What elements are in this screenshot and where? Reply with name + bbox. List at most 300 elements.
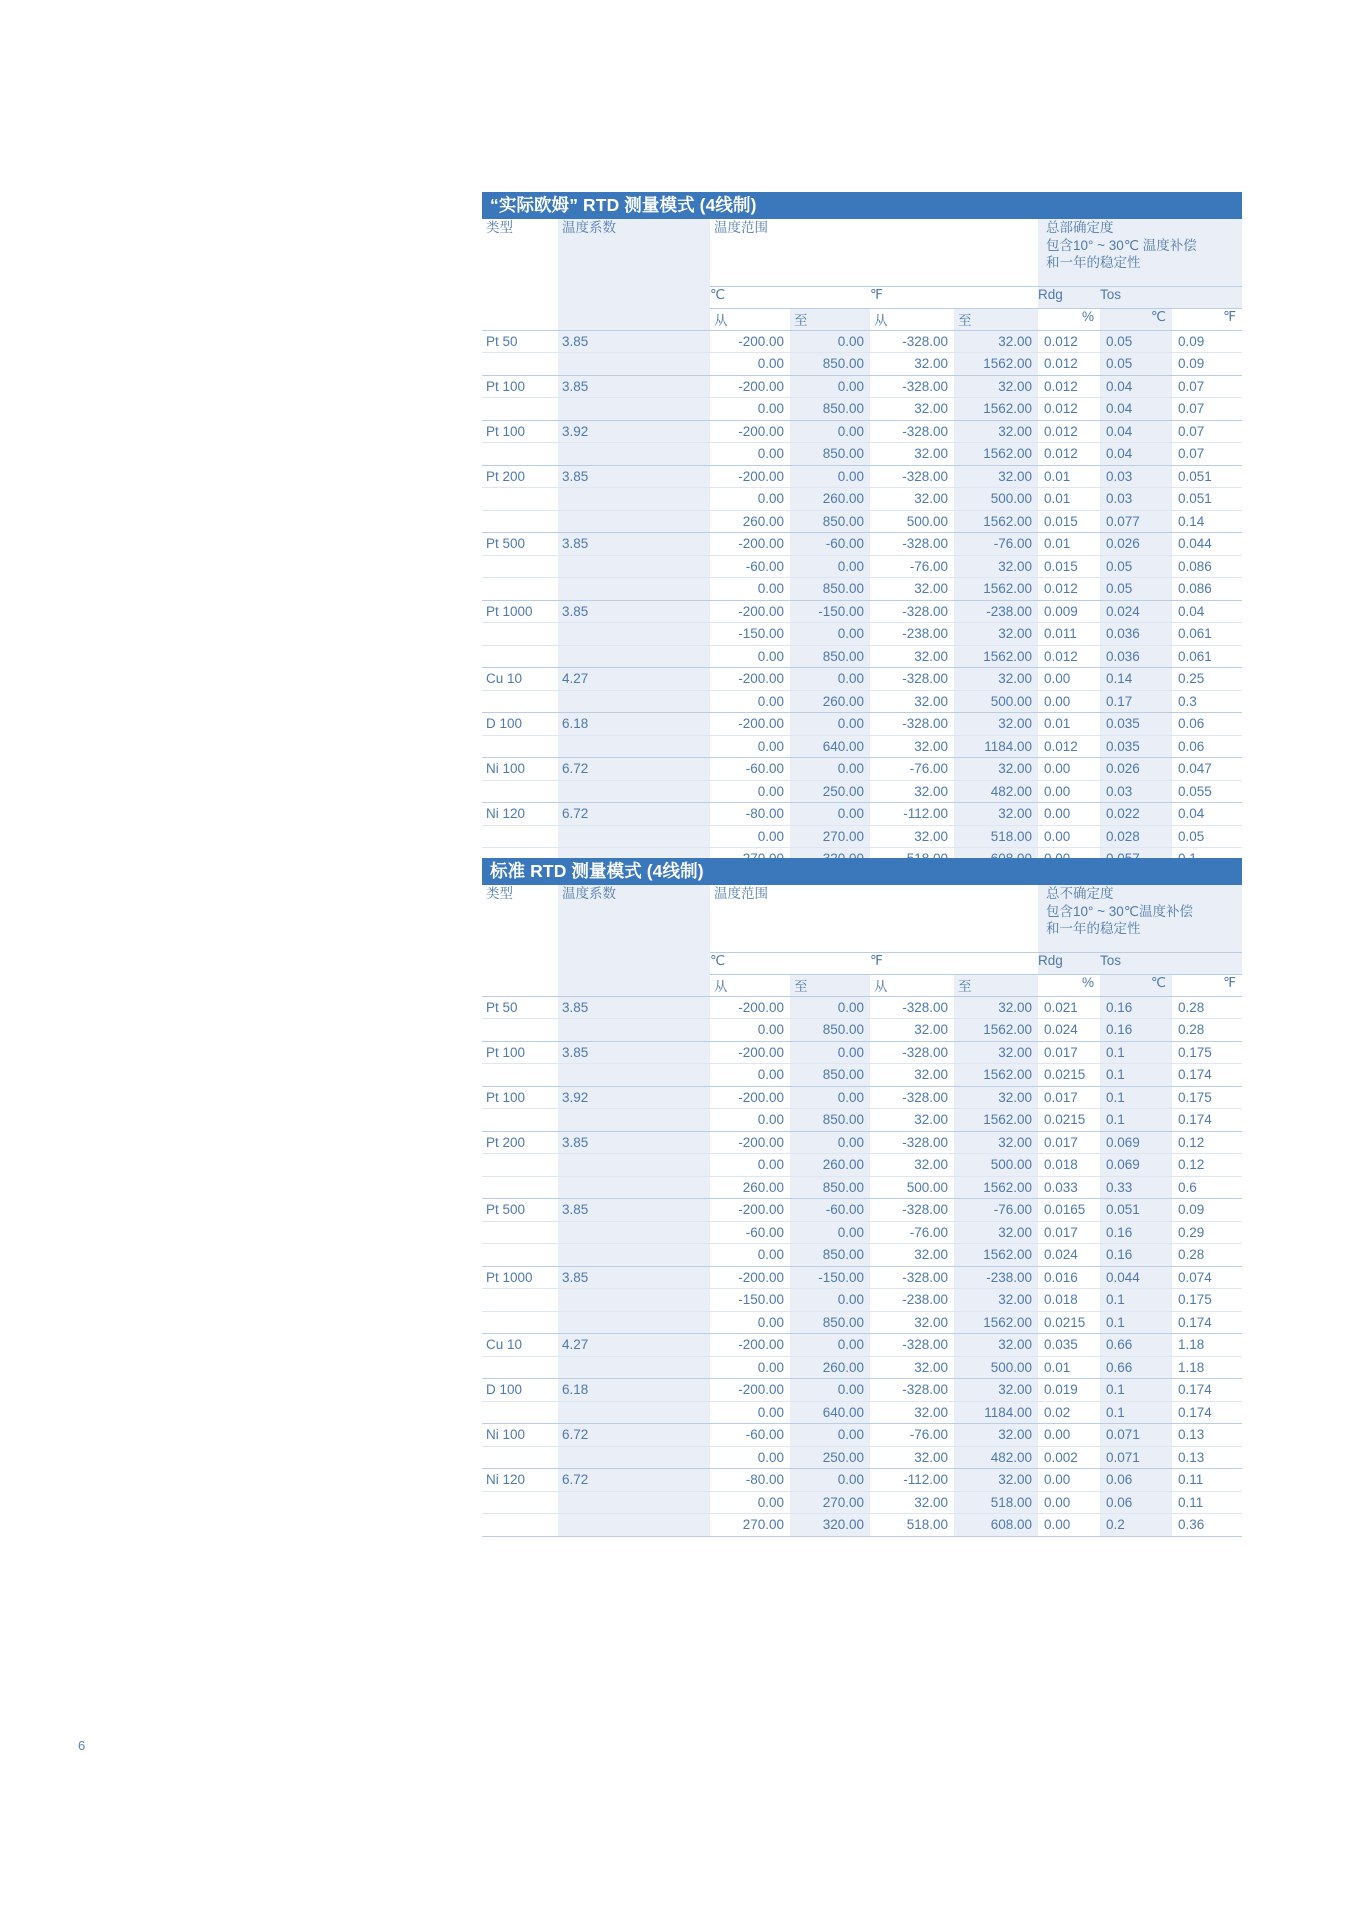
cell-from-c: -200.00 xyxy=(710,1199,790,1222)
cell-coefficient: 3.85 xyxy=(558,1266,710,1289)
cell-to-f: 32.00 xyxy=(954,1221,1038,1244)
cell-coefficient: 4.27 xyxy=(558,668,710,691)
cell-coefficient xyxy=(558,443,710,466)
cell-type: Cu 10 xyxy=(482,668,558,691)
cell-type xyxy=(482,735,558,758)
cell-from-f: 32.00 xyxy=(870,353,954,376)
cell-to-c: 850.00 xyxy=(790,1109,870,1132)
cell-type xyxy=(482,398,558,421)
cell-from-c: -200.00 xyxy=(710,1379,790,1402)
cell-tos-f: 0.28 xyxy=(1172,996,1242,1019)
cell-coefficient: 3.85 xyxy=(558,533,710,556)
cell-type xyxy=(482,780,558,803)
cell-from-c: -200.00 xyxy=(710,600,790,623)
header-sub-to-f: 至 xyxy=(954,974,1038,996)
cell-to-c: 0.00 xyxy=(790,803,870,826)
table-body xyxy=(482,996,1242,1536)
cell-tos-c: 0.05 xyxy=(1100,330,1172,353)
cell-from-f: -328.00 xyxy=(870,533,954,556)
cell-from-c: -200.00 xyxy=(710,330,790,353)
table-body xyxy=(482,330,1242,870)
cell-to-f: 32.00 xyxy=(954,420,1038,443)
cell-tos-c: 0.044 xyxy=(1100,1266,1172,1289)
header-row-main xyxy=(482,885,1242,952)
cell-from-f: -328.00 xyxy=(870,1266,954,1289)
table-row xyxy=(482,1356,1242,1379)
cell-from-c: 0.00 xyxy=(710,1109,790,1132)
cell-from-f: -328.00 xyxy=(870,996,954,1019)
cell-tos-c: 0.06 xyxy=(1100,1469,1172,1492)
cell-type: Ni 120 xyxy=(482,1469,558,1492)
cell-from-c: -60.00 xyxy=(710,758,790,781)
cell-to-f: 500.00 xyxy=(954,1356,1038,1379)
cell-from-c: -200.00 xyxy=(710,1131,790,1154)
cell-coefficient: 6.72 xyxy=(558,803,710,826)
cell-from-c: -60.00 xyxy=(710,1424,790,1447)
cell-to-f: 518.00 xyxy=(954,1491,1038,1514)
cell-from-c: -200.00 xyxy=(710,668,790,691)
cell-to-c: 850.00 xyxy=(790,443,870,466)
cell-type: Pt 100 xyxy=(482,375,558,398)
cell-from-c: 270.00 xyxy=(710,1514,790,1537)
cell-rdg-percent: 0.01 xyxy=(1038,713,1100,736)
cell-coefficient: 4.27 xyxy=(558,1334,710,1357)
cell-from-c: -80.00 xyxy=(710,803,790,826)
cell-tos-f: 0.3 xyxy=(1172,690,1242,713)
cell-tos-c: 0.04 xyxy=(1100,398,1172,421)
cell-tos-f: 0.25 xyxy=(1172,668,1242,691)
cell-coefficient: 3.85 xyxy=(558,1131,710,1154)
cell-to-c: 0.00 xyxy=(790,1379,870,1402)
header-sub-blank-type xyxy=(482,974,558,996)
cell-to-c: -60.00 xyxy=(790,533,870,556)
cell-tos-f: 0.07 xyxy=(1172,443,1242,466)
cell-type: Pt 100 xyxy=(482,1086,558,1109)
table-row xyxy=(482,1401,1242,1424)
header-unit-celsius: ℃ xyxy=(710,286,870,308)
cell-tos-c: 0.036 xyxy=(1100,623,1172,646)
cell-type xyxy=(482,825,558,848)
cell-to-c: 260.00 xyxy=(790,1356,870,1379)
table-row xyxy=(482,780,1242,803)
cell-tos-c: 0.026 xyxy=(1100,758,1172,781)
cell-coefficient xyxy=(558,780,710,803)
table-row xyxy=(482,1019,1242,1042)
cell-to-c: 260.00 xyxy=(790,1154,870,1177)
cell-tos-f: 0.175 xyxy=(1172,1086,1242,1109)
cell-tos-c: 0.026 xyxy=(1100,533,1172,556)
cell-coefficient: 3.85 xyxy=(558,465,710,488)
cell-tos-c: 0.66 xyxy=(1100,1356,1172,1379)
cell-tos-c: 0.66 xyxy=(1100,1334,1172,1357)
cell-to-f: 1184.00 xyxy=(954,1401,1038,1424)
header-sub-to-c: 至 xyxy=(790,974,870,996)
cell-coefficient: 6.72 xyxy=(558,1424,710,1447)
cell-rdg-percent: 0.009 xyxy=(1038,600,1100,623)
cell-to-c: -60.00 xyxy=(790,1199,870,1222)
cell-tos-f: 0.07 xyxy=(1172,398,1242,421)
cell-to-c: 320.00 xyxy=(790,1514,870,1537)
cell-coefficient xyxy=(558,510,710,533)
cell-from-f: 32.00 xyxy=(870,735,954,758)
cell-tos-f: 0.044 xyxy=(1172,533,1242,556)
cell-to-f: 32.00 xyxy=(954,465,1038,488)
cell-from-c: -200.00 xyxy=(710,533,790,556)
cell-to-c: 850.00 xyxy=(790,1064,870,1087)
cell-from-c: -60.00 xyxy=(710,555,790,578)
cell-coefficient xyxy=(558,1491,710,1514)
cell-from-f: 32.00 xyxy=(870,690,954,713)
cell-from-f: 32.00 xyxy=(870,780,954,803)
cell-to-c: 0.00 xyxy=(790,1469,870,1492)
cell-tos-c: 0.071 xyxy=(1100,1446,1172,1469)
cell-tos-c: 0.1 xyxy=(1100,1086,1172,1109)
cell-from-c: -150.00 xyxy=(710,1289,790,1312)
cell-type xyxy=(482,1244,558,1267)
cell-coefficient xyxy=(558,1446,710,1469)
table-row xyxy=(482,1311,1242,1334)
cell-coefficient: 6.18 xyxy=(558,713,710,736)
cell-rdg-percent: 0.00 xyxy=(1038,780,1100,803)
cell-tos-c: 0.1 xyxy=(1100,1311,1172,1334)
cell-type xyxy=(482,623,558,646)
cell-from-c: -200.00 xyxy=(710,420,790,443)
header-unit-rdg: Rdg xyxy=(1038,952,1100,974)
cell-from-c: 0.00 xyxy=(710,825,790,848)
cell-tos-c: 0.05 xyxy=(1100,353,1172,376)
table-row xyxy=(482,1289,1242,1312)
table-row xyxy=(482,533,1242,556)
cell-coefficient xyxy=(558,645,710,668)
cell-tos-c: 0.06 xyxy=(1100,1491,1172,1514)
cell-to-f: 32.00 xyxy=(954,1131,1038,1154)
cell-type xyxy=(482,1289,558,1312)
cell-to-f: 1562.00 xyxy=(954,1176,1038,1199)
cell-to-f: 1184.00 xyxy=(954,735,1038,758)
table-row xyxy=(482,623,1242,646)
cell-rdg-percent: 0.018 xyxy=(1038,1289,1100,1312)
header-accuracy xyxy=(1038,219,1242,286)
cell-tos-f: 0.11 xyxy=(1172,1491,1242,1514)
cell-to-f: 32.00 xyxy=(954,330,1038,353)
cell-tos-f: 0.07 xyxy=(1172,375,1242,398)
cell-to-c: 250.00 xyxy=(790,1446,870,1469)
header-sub-tos-c: ℃ xyxy=(1100,308,1172,330)
header-accuracy-line-3: 和一年的稳定性 xyxy=(1046,921,1141,936)
cell-tos-f: 0.04 xyxy=(1172,600,1242,623)
cell-tos-f: 0.13 xyxy=(1172,1424,1242,1447)
cell-type xyxy=(482,353,558,376)
cell-from-f: 32.00 xyxy=(870,825,954,848)
cell-type xyxy=(482,1491,558,1514)
cell-type xyxy=(482,1311,558,1334)
cell-type: Pt 50 xyxy=(482,330,558,353)
cell-rdg-percent: 0.01 xyxy=(1038,1356,1100,1379)
cell-tos-c: 0.1 xyxy=(1100,1379,1172,1402)
cell-coefficient xyxy=(558,1289,710,1312)
cell-from-f: 32.00 xyxy=(870,1064,954,1087)
cell-tos-f: 0.061 xyxy=(1172,623,1242,646)
cell-tos-c: 0.04 xyxy=(1100,375,1172,398)
cell-to-f: 32.00 xyxy=(954,803,1038,826)
cell-to-f: -238.00 xyxy=(954,600,1038,623)
cell-from-f: -76.00 xyxy=(870,1221,954,1244)
cell-from-f: 32.00 xyxy=(870,1491,954,1514)
cell-from-f: -112.00 xyxy=(870,1469,954,1492)
cell-to-f: 32.00 xyxy=(954,1469,1038,1492)
cell-tos-c: 0.051 xyxy=(1100,1199,1172,1222)
cell-type: Pt 500 xyxy=(482,533,558,556)
cell-coefficient xyxy=(558,825,710,848)
table-row xyxy=(482,1041,1242,1064)
cell-tos-c: 0.03 xyxy=(1100,780,1172,803)
cell-tos-c: 0.1 xyxy=(1100,1401,1172,1424)
cell-type xyxy=(482,1221,558,1244)
cell-coefficient: 6.18 xyxy=(558,1379,710,1402)
cell-to-f: -76.00 xyxy=(954,533,1038,556)
cell-from-c: 260.00 xyxy=(710,510,790,533)
cell-to-f: 518.00 xyxy=(954,825,1038,848)
cell-from-c: 0.00 xyxy=(710,780,790,803)
table-row xyxy=(482,803,1242,826)
cell-tos-c: 0.035 xyxy=(1100,713,1172,736)
cell-from-c: -200.00 xyxy=(710,1086,790,1109)
cell-rdg-percent: 0.015 xyxy=(1038,555,1100,578)
cell-to-f: 1562.00 xyxy=(954,578,1038,601)
cell-to-f: 32.00 xyxy=(954,1379,1038,1402)
cell-to-f: 32.00 xyxy=(954,375,1038,398)
header-coefficient: 温度系数 xyxy=(558,885,710,952)
cell-tos-c: 0.022 xyxy=(1100,803,1172,826)
cell-tos-f: 0.14 xyxy=(1172,510,1242,533)
cell-to-f: 1562.00 xyxy=(954,353,1038,376)
cell-tos-c: 0.1 xyxy=(1100,1289,1172,1312)
cell-type xyxy=(482,1109,558,1132)
cell-type: Ni 100 xyxy=(482,1424,558,1447)
cell-type: Pt 1000 xyxy=(482,600,558,623)
cell-to-f: 32.00 xyxy=(954,1289,1038,1312)
table-row xyxy=(482,668,1242,691)
cell-tos-c: 0.14 xyxy=(1100,668,1172,691)
cell-tos-f: 0.06 xyxy=(1172,735,1242,758)
header-row-main xyxy=(482,219,1242,286)
cell-from-f: -328.00 xyxy=(870,330,954,353)
cell-to-f: 1562.00 xyxy=(954,443,1038,466)
cell-from-c: -200.00 xyxy=(710,996,790,1019)
table-row xyxy=(482,375,1242,398)
cell-type xyxy=(482,1154,558,1177)
cell-from-f: -328.00 xyxy=(870,1131,954,1154)
cell-from-f: 32.00 xyxy=(870,1311,954,1334)
cell-coefficient xyxy=(558,1176,710,1199)
cell-coefficient xyxy=(558,1221,710,1244)
cell-rdg-percent: 0.002 xyxy=(1038,1446,1100,1469)
cell-tos-c: 0.05 xyxy=(1100,578,1172,601)
cell-tos-f: 0.29 xyxy=(1172,1221,1242,1244)
cell-to-c: 850.00 xyxy=(790,645,870,668)
header-type: 类型 xyxy=(486,886,513,901)
cell-to-f: 500.00 xyxy=(954,1154,1038,1177)
table-row xyxy=(482,488,1242,511)
cell-to-f: 608.00 xyxy=(954,1514,1038,1537)
cell-from-f: 32.00 xyxy=(870,1019,954,1042)
cell-tos-c: 0.028 xyxy=(1100,825,1172,848)
cell-coefficient xyxy=(558,555,710,578)
header-sub-tos-c: ℃ xyxy=(1100,974,1172,996)
cell-from-f: -328.00 xyxy=(870,1041,954,1064)
cell-from-c: 0.00 xyxy=(710,645,790,668)
cell-tos-f: 0.09 xyxy=(1172,353,1242,376)
cell-to-c: 0.00 xyxy=(790,420,870,443)
cell-rdg-percent: 0.018 xyxy=(1038,1154,1100,1177)
cell-tos-c: 0.04 xyxy=(1100,420,1172,443)
header-temperature-range: 温度范围 xyxy=(714,220,768,235)
cell-coefficient xyxy=(558,488,710,511)
cell-tos-c: 0.33 xyxy=(1100,1176,1172,1199)
cell-coefficient xyxy=(558,735,710,758)
cell-tos-f: 0.13 xyxy=(1172,1446,1242,1469)
table-row xyxy=(482,690,1242,713)
table-row xyxy=(482,330,1242,353)
cell-rdg-percent: 0.00 xyxy=(1038,803,1100,826)
cell-to-c: 850.00 xyxy=(790,1244,870,1267)
cell-tos-c: 0.16 xyxy=(1100,1244,1172,1267)
table-row xyxy=(482,353,1242,376)
header-unit-tos: Tos xyxy=(1100,952,1242,974)
table-row xyxy=(482,645,1242,668)
cell-tos-c: 0.17 xyxy=(1100,690,1172,713)
cell-from-f: 32.00 xyxy=(870,1109,954,1132)
cell-tos-c: 0.1 xyxy=(1100,1064,1172,1087)
cell-rdg-percent: 0.035 xyxy=(1038,1334,1100,1357)
cell-from-f: -76.00 xyxy=(870,555,954,578)
cell-to-f: -238.00 xyxy=(954,1266,1038,1289)
cell-tos-c: 0.035 xyxy=(1100,735,1172,758)
cell-to-f: 482.00 xyxy=(954,780,1038,803)
cell-tos-f: 0.061 xyxy=(1172,645,1242,668)
cell-rdg-percent: 0.012 xyxy=(1038,443,1100,466)
header-sub-tos-f: ℉ xyxy=(1172,308,1242,330)
table-header-group xyxy=(482,219,1242,330)
cell-tos-c: 0.069 xyxy=(1100,1131,1172,1154)
cell-from-f: 500.00 xyxy=(870,1176,954,1199)
cell-to-f: 32.00 xyxy=(954,758,1038,781)
cell-from-c: -200.00 xyxy=(710,1266,790,1289)
cell-rdg-percent: 0.0215 xyxy=(1038,1109,1100,1132)
cell-to-c: 0.00 xyxy=(790,1424,870,1447)
cell-rdg-percent: 0.012 xyxy=(1038,420,1100,443)
cell-to-c: 0.00 xyxy=(790,555,870,578)
cell-to-f: 32.00 xyxy=(954,623,1038,646)
cell-rdg-percent: 0.0215 xyxy=(1038,1311,1100,1334)
cell-to-f: -76.00 xyxy=(954,1199,1038,1222)
cell-from-f: 32.00 xyxy=(870,488,954,511)
cell-coefficient: 6.72 xyxy=(558,758,710,781)
cell-rdg-percent: 0.012 xyxy=(1038,735,1100,758)
cell-type xyxy=(482,1064,558,1087)
cell-to-c: 850.00 xyxy=(790,1311,870,1334)
cell-tos-f: 0.175 xyxy=(1172,1289,1242,1312)
cell-coefficient: 3.92 xyxy=(558,1086,710,1109)
cell-rdg-percent: 0.015 xyxy=(1038,510,1100,533)
cell-from-f: -328.00 xyxy=(870,1379,954,1402)
cell-from-c: 0.00 xyxy=(710,1491,790,1514)
cell-from-f: -238.00 xyxy=(870,623,954,646)
header-unit-fahrenheit: ℉ xyxy=(870,952,1038,974)
cell-to-c: 0.00 xyxy=(790,668,870,691)
cell-to-c: 0.00 xyxy=(790,375,870,398)
cell-from-c: -60.00 xyxy=(710,1221,790,1244)
header-sub-percent: % xyxy=(1038,974,1100,996)
cell-to-f: 1562.00 xyxy=(954,510,1038,533)
cell-tos-f: 0.04 xyxy=(1172,803,1242,826)
cell-to-c: 270.00 xyxy=(790,825,870,848)
cell-to-c: 850.00 xyxy=(790,578,870,601)
cell-to-c: 640.00 xyxy=(790,1401,870,1424)
cell-to-c: 0.00 xyxy=(790,758,870,781)
table-row xyxy=(482,1266,1242,1289)
cell-tos-f: 0.174 xyxy=(1172,1064,1242,1087)
cell-from-c: -200.00 xyxy=(710,713,790,736)
cell-tos-f: 0.12 xyxy=(1172,1131,1242,1154)
cell-from-c: -200.00 xyxy=(710,1041,790,1064)
cell-from-c: 0.00 xyxy=(710,398,790,421)
cell-from-f: -238.00 xyxy=(870,1289,954,1312)
cell-rdg-percent: 0.033 xyxy=(1038,1176,1100,1199)
cell-from-f: 32.00 xyxy=(870,1401,954,1424)
header-accuracy-line-2: 包含10° ~ 30℃温度补偿 xyxy=(1046,903,1193,919)
header-sub-from-f: 从 xyxy=(870,974,954,996)
cell-rdg-percent: 0.024 xyxy=(1038,1244,1100,1267)
header-unit-rdg: Rdg xyxy=(1038,286,1100,308)
table-row xyxy=(482,1176,1242,1199)
cell-to-f: 32.00 xyxy=(954,1334,1038,1357)
cell-coefficient xyxy=(558,1019,710,1042)
cell-to-c: 850.00 xyxy=(790,510,870,533)
table-row xyxy=(482,996,1242,1019)
cell-from-f: -328.00 xyxy=(870,1334,954,1357)
table-title: 标准 RTD 测量模式 (4线制) xyxy=(482,858,1242,885)
cell-rdg-percent: 0.00 xyxy=(1038,1514,1100,1537)
table-header-group xyxy=(482,885,1242,996)
table-row xyxy=(482,1109,1242,1132)
cell-to-f: 32.00 xyxy=(954,1041,1038,1064)
rtd-spec-table-block-1 xyxy=(482,192,1242,871)
table-row xyxy=(482,1064,1242,1087)
cell-tos-c: 0.2 xyxy=(1100,1514,1172,1537)
cell-type: D 100 xyxy=(482,1379,558,1402)
cell-rdg-percent: 0.0215 xyxy=(1038,1064,1100,1087)
cell-from-f: 32.00 xyxy=(870,1244,954,1267)
cell-from-f: 32.00 xyxy=(870,578,954,601)
cell-rdg-percent: 0.017 xyxy=(1038,1086,1100,1109)
cell-rdg-percent: 0.01 xyxy=(1038,465,1100,488)
cell-rdg-percent: 0.00 xyxy=(1038,1491,1100,1514)
cell-from-f: -328.00 xyxy=(870,1086,954,1109)
cell-to-c: 0.00 xyxy=(790,713,870,736)
cell-rdg-percent: 0.017 xyxy=(1038,1041,1100,1064)
cell-to-f: 1562.00 xyxy=(954,1244,1038,1267)
cell-to-f: 32.00 xyxy=(954,668,1038,691)
cell-from-c: 0.00 xyxy=(710,443,790,466)
cell-from-f: -328.00 xyxy=(870,1199,954,1222)
cell-type: Pt 100 xyxy=(482,420,558,443)
cell-coefficient: 3.92 xyxy=(558,420,710,443)
cell-type: Pt 500 xyxy=(482,1199,558,1222)
cell-from-f: 32.00 xyxy=(870,1356,954,1379)
cell-tos-c: 0.03 xyxy=(1100,465,1172,488)
header-unit-blank-coef xyxy=(558,286,710,308)
